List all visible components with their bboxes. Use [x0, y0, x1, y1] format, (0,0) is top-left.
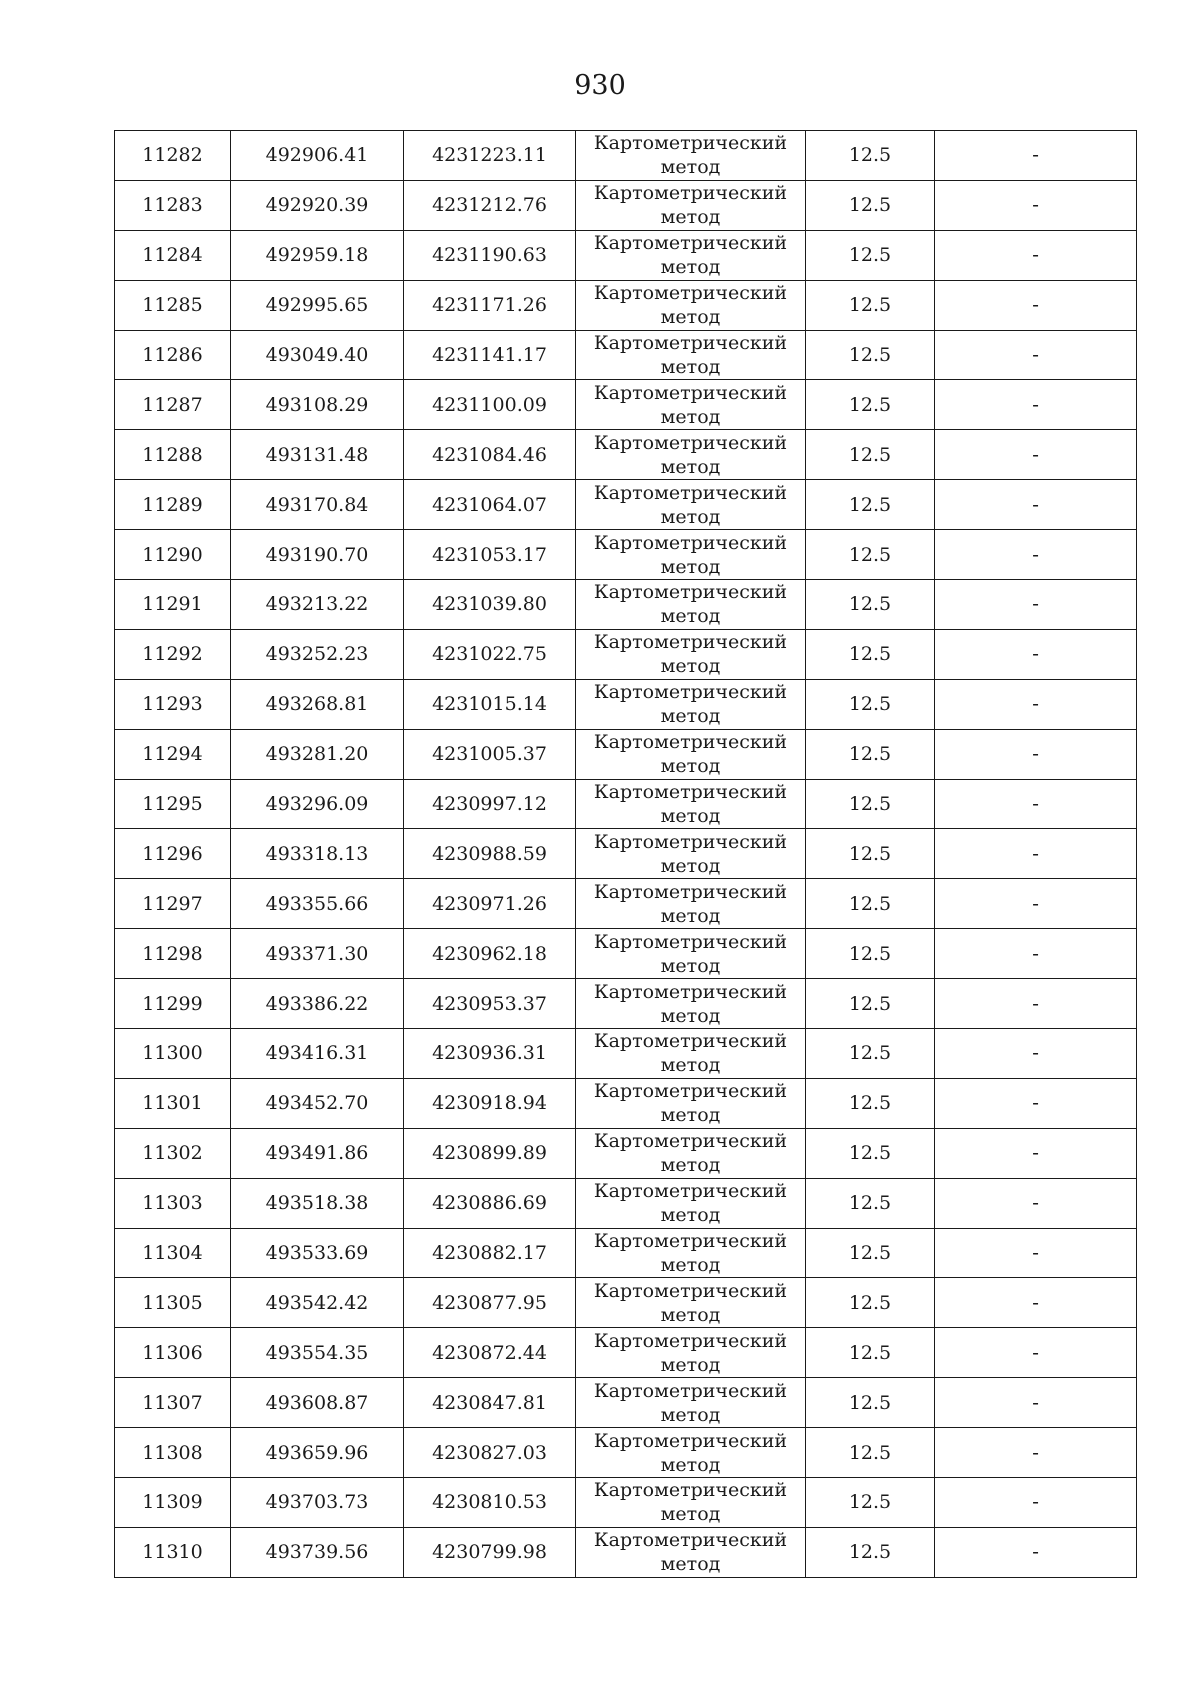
method-cell	[576, 729, 806, 779]
point-id-cell: 11284	[115, 230, 231, 280]
accuracy-cell: 12.5	[806, 1078, 935, 1128]
table-row	[115, 1029, 1137, 1079]
method-cell	[576, 580, 806, 630]
x-coordinate-cell: 493386.22	[231, 979, 404, 1029]
table-row	[115, 1527, 1137, 1577]
method-line-1: Картометрический	[593, 132, 788, 155]
y-coordinate-cell: 4230962.18	[404, 929, 576, 979]
point-id-cell: 11309	[115, 1478, 231, 1528]
accuracy-cell: 12.5	[806, 1428, 935, 1478]
accuracy-cell: 12.5	[806, 729, 935, 779]
accuracy-cell: 12.5	[806, 629, 935, 679]
note-cell: -	[935, 280, 1137, 330]
method-line-2: метод	[660, 954, 721, 977]
y-coordinate-cell: 4230886.69	[404, 1178, 576, 1228]
method-line-1: Картометрический	[593, 1030, 788, 1053]
point-id-cell: 11293	[115, 679, 231, 729]
method-cell	[576, 1128, 806, 1178]
method-line-1: Картометрический	[593, 1180, 788, 1203]
accuracy-cell: 12.5	[806, 1478, 935, 1528]
note-cell: -	[935, 629, 1137, 679]
x-coordinate-cell: 493371.30	[231, 929, 404, 979]
y-coordinate-cell: 4231223.11	[404, 131, 576, 181]
x-coordinate-cell: 493659.96	[231, 1428, 404, 1478]
note-cell: -	[935, 1527, 1137, 1577]
method-cell	[576, 929, 806, 979]
method-line-2: метод	[660, 655, 721, 678]
table-row	[115, 131, 1137, 181]
table-row	[115, 430, 1137, 480]
accuracy-cell: 12.5	[806, 180, 935, 230]
note-cell: -	[935, 679, 1137, 729]
table-row	[115, 629, 1137, 679]
y-coordinate-cell: 4230882.17	[404, 1228, 576, 1278]
table-row	[115, 1128, 1137, 1178]
table-row	[115, 230, 1137, 280]
point-id-cell: 11295	[115, 779, 231, 829]
note-cell: -	[935, 879, 1137, 929]
method-cell	[576, 480, 806, 530]
accuracy-cell: 12.5	[806, 280, 935, 330]
point-id-cell: 11283	[115, 180, 231, 230]
table-row	[115, 679, 1137, 729]
method-line-2: метод	[660, 1104, 721, 1127]
method-line-1: Картометрический	[593, 980, 788, 1003]
table-row	[115, 979, 1137, 1029]
method-cell	[576, 779, 806, 829]
accuracy-cell: 12.5	[806, 1178, 935, 1228]
x-coordinate-cell: 492959.18	[231, 230, 404, 280]
method-line-1: Картометрический	[593, 481, 788, 504]
table-row	[115, 1328, 1137, 1378]
note-cell: -	[935, 480, 1137, 530]
accuracy-cell: 12.5	[806, 330, 935, 380]
accuracy-cell: 12.5	[806, 1328, 935, 1378]
note-cell: -	[935, 180, 1137, 230]
table-row	[115, 580, 1137, 630]
method-cell	[576, 180, 806, 230]
method-cell	[576, 280, 806, 330]
y-coordinate-cell: 4231212.76	[404, 180, 576, 230]
accuracy-cell: 12.5	[806, 380, 935, 430]
y-coordinate-cell: 4230971.26	[404, 879, 576, 929]
method-cell	[576, 1078, 806, 1128]
accuracy-cell: 12.5	[806, 1128, 935, 1178]
method-line-1: Картометрический	[593, 631, 788, 654]
method-line-2: метод	[660, 1154, 721, 1177]
method-line-1: Картометрический	[593, 1279, 788, 1302]
table-body	[115, 131, 1137, 1578]
point-id-cell: 11290	[115, 530, 231, 580]
method-line-1: Картометрический	[593, 1130, 788, 1153]
table-row	[115, 280, 1137, 330]
table-row	[115, 829, 1137, 879]
point-id-cell: 11307	[115, 1378, 231, 1428]
table-row	[115, 779, 1137, 829]
method-line-1: Картометрический	[593, 1230, 788, 1253]
x-coordinate-cell: 493296.09	[231, 779, 404, 829]
x-coordinate-cell: 492906.41	[231, 131, 404, 181]
point-id-cell: 11305	[115, 1278, 231, 1328]
x-coordinate-cell: 493416.31	[231, 1029, 404, 1079]
method-line-1: Картометрический	[593, 1329, 788, 1352]
y-coordinate-cell: 4230953.37	[404, 979, 576, 1029]
method-line-1: Картометрический	[593, 1379, 788, 1402]
method-cell	[576, 679, 806, 729]
x-coordinate-cell: 493355.66	[231, 879, 404, 929]
method-line-2: метод	[660, 854, 721, 877]
method-line-1: Картометрический	[593, 1529, 788, 1552]
table-row	[115, 1078, 1137, 1128]
method-line-1: Картометрический	[593, 1429, 788, 1452]
y-coordinate-cell: 4231171.26	[404, 280, 576, 330]
note-cell: -	[935, 330, 1137, 380]
y-coordinate-cell: 4230997.12	[404, 779, 576, 829]
note-cell: -	[935, 929, 1137, 979]
accuracy-cell: 12.5	[806, 1378, 935, 1428]
method-cell	[576, 829, 806, 879]
method-cell	[576, 879, 806, 929]
y-coordinate-cell: 4231015.14	[404, 679, 576, 729]
accuracy-cell: 12.5	[806, 580, 935, 630]
method-line-1: Картометрический	[593, 1080, 788, 1103]
method-line-1: Картометрический	[593, 930, 788, 953]
method-line-2: метод	[660, 555, 721, 578]
note-cell: -	[935, 1478, 1137, 1528]
method-line-2: метод	[660, 1353, 721, 1376]
note-cell: -	[935, 979, 1137, 1029]
method-cell	[576, 1328, 806, 1378]
accuracy-cell: 12.5	[806, 829, 935, 879]
method-line-2: метод	[660, 1254, 721, 1277]
x-coordinate-cell: 493533.69	[231, 1228, 404, 1278]
point-id-cell: 11308	[115, 1428, 231, 1478]
coordinates-table	[114, 130, 1137, 1578]
table-row	[115, 1278, 1137, 1328]
accuracy-cell: 12.5	[806, 131, 935, 181]
note-cell: -	[935, 1278, 1137, 1328]
method-line-2: метод	[660, 1453, 721, 1476]
accuracy-cell: 12.5	[806, 679, 935, 729]
note-cell: -	[935, 779, 1137, 829]
x-coordinate-cell: 493213.22	[231, 580, 404, 630]
method-line-2: метод	[660, 455, 721, 478]
point-id-cell: 11292	[115, 629, 231, 679]
y-coordinate-cell: 4231005.37	[404, 729, 576, 779]
note-cell: -	[935, 1378, 1137, 1428]
y-coordinate-cell: 4231022.75	[404, 629, 576, 679]
method-line-2: метод	[660, 1054, 721, 1077]
x-coordinate-cell: 493739.56	[231, 1527, 404, 1577]
y-coordinate-cell: 4230810.53	[404, 1478, 576, 1528]
y-coordinate-cell: 4231190.63	[404, 230, 576, 280]
method-line-2: метод	[660, 1303, 721, 1326]
x-coordinate-cell: 493518.38	[231, 1178, 404, 1228]
point-id-cell: 11294	[115, 729, 231, 779]
x-coordinate-cell: 493608.87	[231, 1378, 404, 1428]
y-coordinate-cell: 4231141.17	[404, 330, 576, 380]
note-cell: -	[935, 1178, 1137, 1228]
method-line-2: метод	[660, 1204, 721, 1227]
method-line-2: метод	[660, 256, 721, 279]
note-cell: -	[935, 1428, 1137, 1478]
point-id-cell: 11296	[115, 829, 231, 879]
note-cell: -	[935, 1228, 1137, 1278]
x-coordinate-cell: 493318.13	[231, 829, 404, 879]
method-cell	[576, 1428, 806, 1478]
accuracy-cell: 12.5	[806, 1228, 935, 1278]
accuracy-cell: 12.5	[806, 979, 935, 1029]
method-line-2: метод	[660, 705, 721, 728]
method-cell	[576, 330, 806, 380]
table-row	[115, 530, 1137, 580]
method-cell	[576, 629, 806, 679]
point-id-cell: 11301	[115, 1078, 231, 1128]
method-line-1: Картометрический	[593, 232, 788, 255]
x-coordinate-cell: 493252.23	[231, 629, 404, 679]
note-cell: -	[935, 380, 1137, 430]
x-coordinate-cell: 493131.48	[231, 430, 404, 480]
point-id-cell: 11300	[115, 1029, 231, 1079]
table-row	[115, 729, 1137, 779]
x-coordinate-cell: 493170.84	[231, 480, 404, 530]
method-line-1: Картометрический	[593, 681, 788, 704]
y-coordinate-cell: 4231100.09	[404, 380, 576, 430]
accuracy-cell: 12.5	[806, 779, 935, 829]
x-coordinate-cell: 493554.35	[231, 1328, 404, 1378]
note-cell: -	[935, 1029, 1137, 1079]
method-line-2: метод	[660, 156, 721, 179]
note-cell: -	[935, 131, 1137, 181]
point-id-cell: 11306	[115, 1328, 231, 1378]
x-coordinate-cell: 493049.40	[231, 330, 404, 380]
point-id-cell: 11298	[115, 929, 231, 979]
method-line-1: Картометрический	[593, 581, 788, 604]
y-coordinate-cell: 4230899.89	[404, 1128, 576, 1178]
method-line-2: метод	[660, 805, 721, 828]
table-row	[115, 1428, 1137, 1478]
table-row	[115, 1228, 1137, 1278]
method-cell	[576, 1029, 806, 1079]
method-line-2: метод	[660, 904, 721, 927]
x-coordinate-cell: 493268.81	[231, 679, 404, 729]
method-line-1: Картометрический	[593, 781, 788, 804]
point-id-cell: 11297	[115, 879, 231, 929]
point-id-cell: 11282	[115, 131, 231, 181]
x-coordinate-cell: 493542.42	[231, 1278, 404, 1328]
accuracy-cell: 12.5	[806, 929, 935, 979]
method-line-2: метод	[660, 755, 721, 778]
method-cell	[576, 979, 806, 1029]
method-line-2: метод	[660, 356, 721, 378]
accuracy-cell: 12.5	[806, 530, 935, 580]
table-row	[115, 380, 1137, 430]
table-row	[115, 180, 1137, 230]
method-line-1: Картометрический	[593, 431, 788, 454]
point-id-cell: 11304	[115, 1228, 231, 1278]
y-coordinate-cell: 4230877.95	[404, 1278, 576, 1328]
accuracy-cell: 12.5	[806, 1527, 935, 1577]
point-id-cell: 11291	[115, 580, 231, 630]
method-cell	[576, 430, 806, 480]
y-coordinate-cell: 4231039.80	[404, 580, 576, 630]
method-line-1: Картометрический	[593, 880, 788, 903]
note-cell: -	[935, 729, 1137, 779]
accuracy-cell: 12.5	[806, 879, 935, 929]
y-coordinate-cell: 4230988.59	[404, 829, 576, 879]
method-line-2: метод	[660, 605, 721, 628]
table-row	[115, 879, 1137, 929]
method-line-1: Картометрический	[593, 182, 788, 205]
method-line-2: метод	[660, 505, 721, 528]
method-cell	[576, 1278, 806, 1328]
x-coordinate-cell: 493281.20	[231, 729, 404, 779]
method-line-2: метод	[660, 306, 721, 329]
method-line-1: Картометрический	[593, 830, 788, 853]
accuracy-cell: 12.5	[806, 230, 935, 280]
table-row	[115, 480, 1137, 530]
x-coordinate-cell: 492995.65	[231, 280, 404, 330]
y-coordinate-cell: 4230799.98	[404, 1527, 576, 1577]
method-cell	[576, 230, 806, 280]
method-line-1: Картометрический	[593, 531, 788, 554]
method-line-1: Картометрический	[593, 731, 788, 754]
note-cell: -	[935, 1328, 1137, 1378]
point-id-cell: 11287	[115, 380, 231, 430]
method-cell	[576, 530, 806, 580]
method-line-1: Картометрический	[593, 282, 788, 305]
note-cell: -	[935, 829, 1137, 879]
method-line-2: метод	[660, 1403, 721, 1426]
x-coordinate-cell: 493108.29	[231, 380, 404, 430]
accuracy-cell: 12.5	[806, 1278, 935, 1328]
accuracy-cell: 12.5	[806, 1029, 935, 1079]
table-row	[115, 330, 1137, 380]
method-line-2: метод	[660, 1004, 721, 1027]
point-id-cell: 11302	[115, 1128, 231, 1178]
y-coordinate-cell: 4230918.94	[404, 1078, 576, 1128]
note-cell: -	[935, 1128, 1137, 1178]
x-coordinate-cell: 492920.39	[231, 180, 404, 230]
x-coordinate-cell: 493491.86	[231, 1128, 404, 1178]
table-row	[115, 1178, 1137, 1228]
note-cell: -	[935, 430, 1137, 480]
x-coordinate-cell: 493703.73	[231, 1478, 404, 1528]
accuracy-cell: 12.5	[806, 480, 935, 530]
note-cell: -	[935, 230, 1137, 280]
x-coordinate-cell: 493452.70	[231, 1078, 404, 1128]
y-coordinate-cell: 4230936.31	[404, 1029, 576, 1079]
method-cell	[576, 1527, 806, 1577]
y-coordinate-cell: 4230872.44	[404, 1328, 576, 1378]
point-id-cell: 11285	[115, 280, 231, 330]
method-cell	[576, 380, 806, 430]
point-id-cell: 11289	[115, 480, 231, 530]
y-coordinate-cell: 4230827.03	[404, 1428, 576, 1478]
note-cell: -	[935, 530, 1137, 580]
x-coordinate-cell: 493190.70	[231, 530, 404, 580]
page-number: 930	[574, 70, 626, 101]
method-cell	[576, 1178, 806, 1228]
accuracy-cell: 12.5	[806, 430, 935, 480]
method-line-2: метод	[660, 1503, 721, 1526]
point-id-cell: 11303	[115, 1178, 231, 1228]
method-cell	[576, 131, 806, 181]
y-coordinate-cell: 4230847.81	[404, 1378, 576, 1428]
method-cell	[576, 1478, 806, 1528]
method-line-2: метод	[660, 206, 721, 229]
point-id-cell: 11286	[115, 330, 231, 380]
method-line-1: Картометрический	[593, 332, 788, 354]
table-row	[115, 1378, 1137, 1428]
method-line-2: метод	[660, 1553, 721, 1576]
y-coordinate-cell: 4231053.17	[404, 530, 576, 580]
table-row	[115, 929, 1137, 979]
point-id-cell: 11310	[115, 1527, 231, 1577]
point-id-cell: 11299	[115, 979, 231, 1029]
y-coordinate-cell: 4231084.46	[404, 430, 576, 480]
method-cell	[576, 1228, 806, 1278]
method-line-1: Картометрический	[593, 1479, 788, 1502]
method-line-1: Картометрический	[593, 381, 788, 404]
note-cell: -	[935, 580, 1137, 630]
note-cell: -	[935, 1078, 1137, 1128]
method-cell	[576, 1378, 806, 1428]
method-line-2: метод	[660, 405, 721, 428]
point-id-cell: 11288	[115, 430, 231, 480]
table-row	[115, 1478, 1137, 1528]
y-coordinate-cell: 4231064.07	[404, 480, 576, 530]
